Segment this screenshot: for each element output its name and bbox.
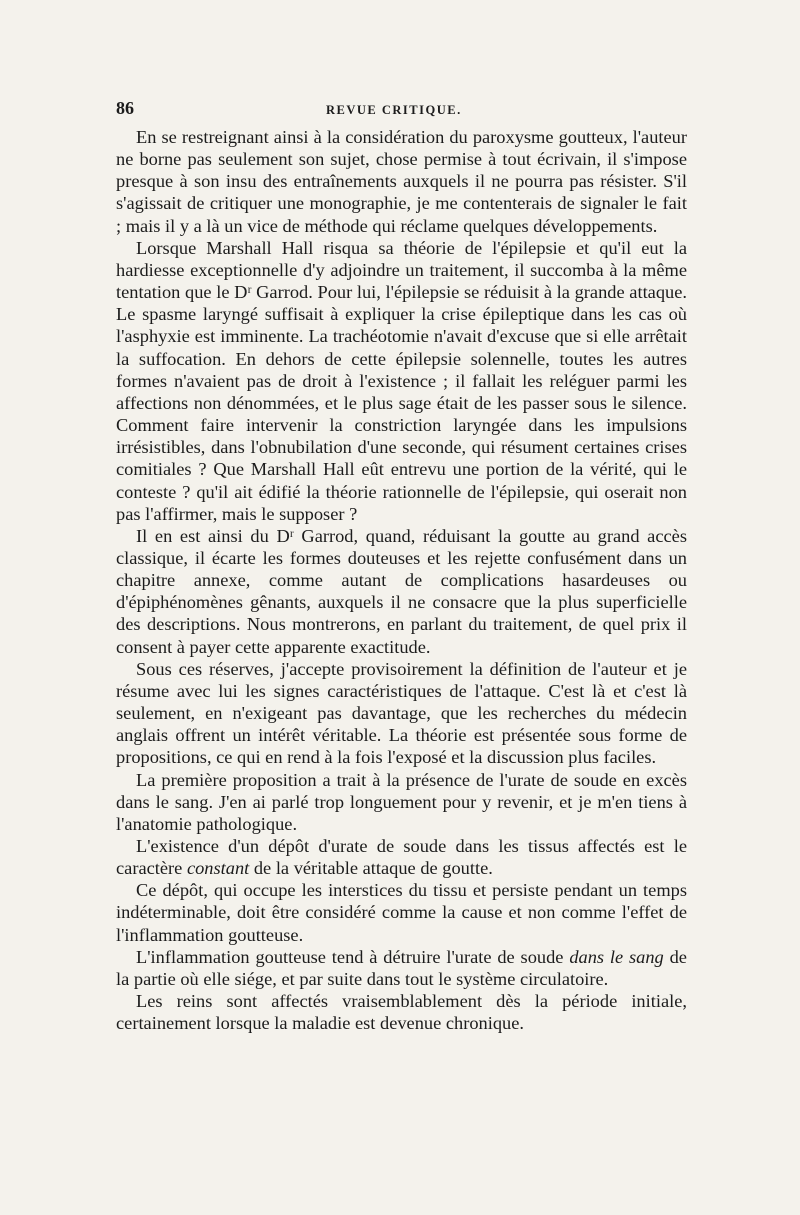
paragraph: Sous ces réserves, j'accepte provisoirement la définition de l'auteur et je résume avec lui les signes caractéristiques de l'attaque. C'est là et c'est là seulement, en n'exigeant pas davantage, que les recherches du médecin anglais offrent un intérêt véritable. La théorie est présentée sous forme de propositions, ce qui en rend à la fois l'exposé et la discussion plus faciles.	[116, 658, 687, 768]
paragraph: L'existence d'un dépôt d'urate de soude dans les tissus affectés est le caractère constant de la véritable attaque de goutte.	[116, 836, 687, 879]
paragraph: Lorsque Marshall Hall risqua sa théorie de l'épilepsie et qu'il eut la hardiesse exceptionnelle d'y adjoindre un traitement, il succomba à la même tentation que le Dʳ Garrod. Pour lui, l'épilepsie se réduisit à la grande attaque. Le spasme laryngé suffisait à expliquer la crise épileptique dans les cas où l'asphyxie est imminente. La trachéotomie n'avait d'excuse que si elle arrêtait la suffocation. En dehors de cette épilepsie solennelle, toutes les autres formes n'avaient pas de droit à l'existence ; il fallait les reléguer parmi les affections non dénommées, et le plus sage était de les passer sous le silence. Comment faire intervenir la constriction laryngée dans les impulsions irrésistibles, dans l'obnubilation d'une seconde, qui résument certaines crises comitiales ? Que Marshall Hall eût entrevu une portion de la vérité, qui le conteste ? qu'il ait édifié la théorie rationnelle de l'épilepsie, qui oserait non pas l'affirmer, mais le supposer ?	[116, 237, 687, 524]
page-number: 86	[116, 98, 134, 118]
paragraph: L'inflammation goutteuse tend à détruire l'urate de soude dans le sang de la partie où elle siége, et par suite dans tout le système circulatoire.	[116, 946, 687, 989]
italic-text: constant	[186, 858, 250, 879]
running-head	[116, 98, 687, 122]
paragraph: En se restreignant ainsi à la considération du paroxysme goutteux, l'auteur ne borne pas seulement son sujet, chose permise à tout écrivain, il s'impose presque à son insu des entraînements auxquels il ne pourra pas résister. S'il s'agissait de critiquer une monographie, je me contenterais de signaler le fait ; mais il y a là un vice de méthode qui réclame quelques développements.	[116, 127, 687, 236]
body-text	[116, 126, 687, 1034]
paragraph: Ce dépôt, qui occupe les interstices du tissu et persiste pendant un temps indéterminable, doit être considéré comme la cause et non comme l'effet de l'inflammation goutteuse.	[116, 880, 687, 945]
paragraph: Il en est ainsi du Dʳ Garrod, quand, réduisant la goutte au grand accès classique, il écarte les formes douteuses et les rejette confusément dans un chapitre annexe, comme autant de complications hasardeuses ou d'épiphénomènes gênants, auxquels il ne consacre que la plus superficielle des descriptions. Nous montrerons, en parlant du traitement, de quel prix il consent à payer cette apparente exactitude.	[116, 525, 687, 657]
running-title: REVUE CRITIQUE.	[326, 103, 462, 117]
italic-text: dans le sang	[569, 946, 664, 967]
paragraph: La première proposition a trait à la présence de l'urate de soude en excès dans le sang. J'en ai parlé trop longuement pour y revenir, et je m'en tiens à l'anatomie pathologique.	[116, 769, 687, 834]
paragraph: Les reins sont affectés vraisemblablement dès la période initiale, certainement lorsque la maladie est devenue chronique.	[116, 991, 687, 1034]
